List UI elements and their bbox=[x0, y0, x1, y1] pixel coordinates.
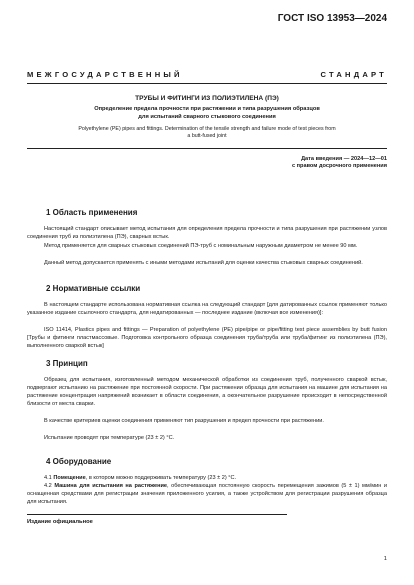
early-application-note: с правом досрочного применения bbox=[292, 163, 387, 169]
section-3-paragraph-1: Образец для испытания, изготовленный методом механической обработки из соединения труб, полученного сваркой встык, подвергают испытанию на растяжение при постоянной скорости. При растяжении образца для испытания на машине для испытания на растяжение концентрация напряжений возникает в области соединения, а окончательное разрушение происходит в непосредственной близости от места сварки. bbox=[27, 377, 387, 408]
title-divider bbox=[27, 148, 387, 149]
clause-4-1-number: 4.1 bbox=[44, 475, 52, 481]
english-title-line2: a butt-fused joint bbox=[187, 133, 227, 139]
document-title: ТРУБЫ И ФИТИНГИ ИЗ ПОЛИЭТИЛЕНА (ПЭ) bbox=[135, 95, 279, 102]
footer-divider bbox=[27, 514, 287, 515]
section-3-heading: 3 Принцип bbox=[46, 359, 88, 368]
clause-4-2-text: , обеспечивающая постоянную скорость перемещения зажимов (5 ± 1) мм/мин и оснащенная средствами для регистрации значения приложенного усилия, а также устройством для регистрации разрушения образца для испытания. bbox=[27, 483, 387, 506]
clause-4-2-term: Машина для испытания на растяжение bbox=[54, 483, 168, 489]
document-subtitle-line2: для испытаний сварного стыкового соединения bbox=[138, 114, 276, 120]
section-1-paragraph-3: Данный метод допускается применять с иными методами испытаний для оценки качества стыковых сварных соединений. bbox=[44, 260, 363, 266]
section-4-heading: 4 Оборудование bbox=[46, 457, 112, 466]
clause-4-1-term: Помещение bbox=[53, 475, 86, 481]
section-2-paragraph-2: ISO 11414, Plastics pipes and fittings — Preparation of polyethylene (PE) pipe/pipe or pipe/fitting test piece assemblies by butt fusion [Трубы и фитинги пластмассовые. Подготовка контрольного образца соединения труба/труба или труба/фитинг из полиэтилена (ПЭ), выполненного сваркой встык] bbox=[27, 327, 387, 350]
clause-4-2 bbox=[27, 482, 387, 506]
top-divider bbox=[27, 83, 387, 84]
document-subtitle-line1: Определение предела прочности при растяжении и типа разрушения образцов bbox=[94, 106, 320, 112]
page-number: 1 bbox=[383, 556, 387, 562]
official-edition-label: Издание официальное bbox=[27, 519, 93, 525]
clause-4-1-text: , в котором можно поддерживать температуру (23 ± 2) °С. bbox=[85, 475, 237, 481]
section-3-paragraph-2: В качестве критериев оценки соединения применяют тип разрушения и предел прочности при растяжении. bbox=[44, 418, 324, 424]
section-1-paragraph-2: Метод применяется для сварных стыковых соединений ПЭ-труб с номинальным наружным диаметром не менее 90 мм. bbox=[44, 243, 358, 249]
section-2-paragraph-1: В настоящем стандарте использована нормативная ссылка на следующий стандарт [для датированных ссылок применяют только указанное издание ссылочного стандарта, для недатированных — последнее издание (включая все изменения)]: bbox=[27, 302, 387, 317]
section-2-heading: 2 Нормативные ссылки bbox=[46, 284, 141, 293]
section-3-paragraph-3: Испытание проводят при температуре (23 ± 2) °С. bbox=[44, 435, 175, 441]
clause-4-2-number: 4.2 bbox=[44, 483, 52, 489]
interstate-standard-banner: МЕЖГОСУДАРСТВЕННЫЙ СТАНДАРТ bbox=[27, 70, 387, 79]
section-1-heading: 1 Область применения bbox=[46, 208, 138, 217]
standard-number: ГОСТ ISO 13953—2024 bbox=[277, 13, 387, 24]
section-1-paragraph-1: Настоящий стандарт описывает метод испытания для определения предела прочности и типа разрушения при растяжении узлов соединения труб из полиэтилена (ПЭ), сварных встык. bbox=[27, 226, 387, 241]
introduction-date: Дата введения — 2024—12—01 bbox=[301, 156, 387, 162]
clause-4-1 bbox=[27, 474, 387, 482]
english-title-line1: Polyethylene (PE) pipes and fittings. Determination of the tensile strength and failure mode of test pieces from bbox=[78, 126, 336, 132]
